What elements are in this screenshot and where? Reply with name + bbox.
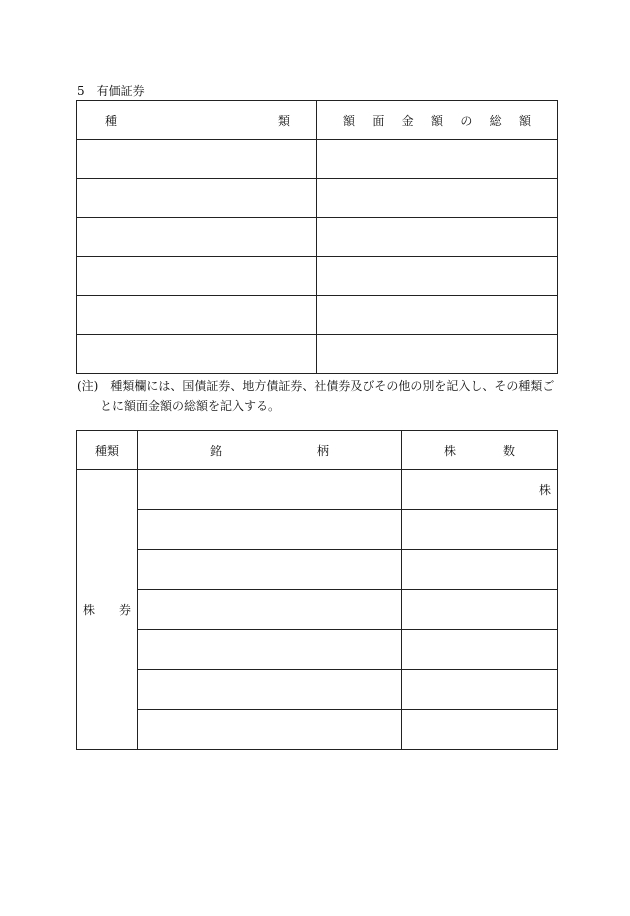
- header-shares-right: 数: [502, 443, 515, 458]
- table-row: [77, 140, 558, 179]
- note: [77, 376, 559, 416]
- kind-cell[interactable]: [77, 179, 317, 218]
- note-line-1: 種類欄には、国債証券、地方債証券、社債券及びその他の別を記入し、その種類ご: [110, 379, 555, 393]
- header-total-char: 額: [430, 113, 443, 128]
- table-row: [77, 296, 558, 335]
- kind-cell[interactable]: [77, 140, 317, 179]
- total-cell[interactable]: [317, 140, 558, 179]
- kind-cell[interactable]: [77, 257, 317, 296]
- stock-kind-left: 株: [83, 603, 96, 617]
- total-cell[interactable]: [317, 335, 558, 374]
- header-total-char: 金: [401, 113, 414, 128]
- stocks-header-row: [77, 431, 558, 470]
- header-kind-left: 種: [105, 113, 118, 128]
- table-row: [77, 218, 558, 257]
- section-heading: [77, 84, 145, 98]
- header-total-char: の: [460, 113, 473, 128]
- securities-header-row: [77, 101, 558, 140]
- header-total-char: 額: [518, 113, 531, 128]
- shares-cell[interactable]: [402, 550, 558, 590]
- header-brand: [138, 431, 402, 470]
- header-total-face-value: [317, 101, 558, 140]
- total-cell[interactable]: [317, 179, 558, 218]
- table-row: [77, 590, 558, 630]
- brand-cell[interactable]: [138, 590, 402, 630]
- header-shares: [402, 431, 558, 470]
- table-row: [77, 257, 558, 296]
- brand-cell[interactable]: [138, 470, 402, 510]
- header-total-char: 総: [489, 113, 502, 128]
- table-row: [77, 179, 558, 218]
- header-type: 種類: [77, 431, 138, 470]
- shares-cell[interactable]: [402, 630, 558, 670]
- table-row: [77, 335, 558, 374]
- table-row: [77, 510, 558, 550]
- table-row: [77, 710, 558, 750]
- table-row: [77, 630, 558, 670]
- total-cell[interactable]: [317, 257, 558, 296]
- shares-unit: 株: [538, 483, 551, 497]
- brand-cell[interactable]: [138, 630, 402, 670]
- header-total-char: 額: [343, 113, 356, 128]
- table-row: [77, 470, 558, 510]
- securities-table: [76, 100, 558, 374]
- kind-cell[interactable]: [77, 218, 317, 257]
- stock-kind-cell: [77, 470, 138, 750]
- table-row: [77, 670, 558, 710]
- header-kind: [77, 101, 317, 140]
- shares-cell[interactable]: [402, 470, 558, 510]
- note-line-2: とに額面金額の総額を記入する。: [100, 399, 281, 413]
- shares-cell[interactable]: [402, 670, 558, 710]
- header-kind-right: 類: [277, 113, 290, 128]
- table-row: [77, 550, 558, 590]
- total-cell[interactable]: [317, 218, 558, 257]
- stock-kind-right: 券: [118, 603, 131, 617]
- brand-cell[interactable]: [138, 550, 402, 590]
- shares-cell[interactable]: [402, 710, 558, 750]
- header-total-char: 面: [372, 113, 385, 128]
- section-title: 有価証券: [96, 84, 145, 98]
- note-mark: (注): [77, 379, 99, 393]
- brand-cell[interactable]: [138, 510, 402, 550]
- total-cell[interactable]: [317, 296, 558, 335]
- brand-cell[interactable]: [138, 670, 402, 710]
- brand-cell[interactable]: [138, 710, 402, 750]
- kind-cell[interactable]: [77, 335, 317, 374]
- shares-cell[interactable]: [402, 510, 558, 550]
- shares-cell[interactable]: [402, 590, 558, 630]
- stocks-table: [76, 430, 558, 750]
- header-brand-right: 柄: [316, 443, 329, 458]
- header-brand-left: 銘: [210, 443, 223, 458]
- kind-cell[interactable]: [77, 296, 317, 335]
- section-number: 5: [77, 84, 85, 98]
- header-shares-left: 株: [444, 443, 457, 458]
